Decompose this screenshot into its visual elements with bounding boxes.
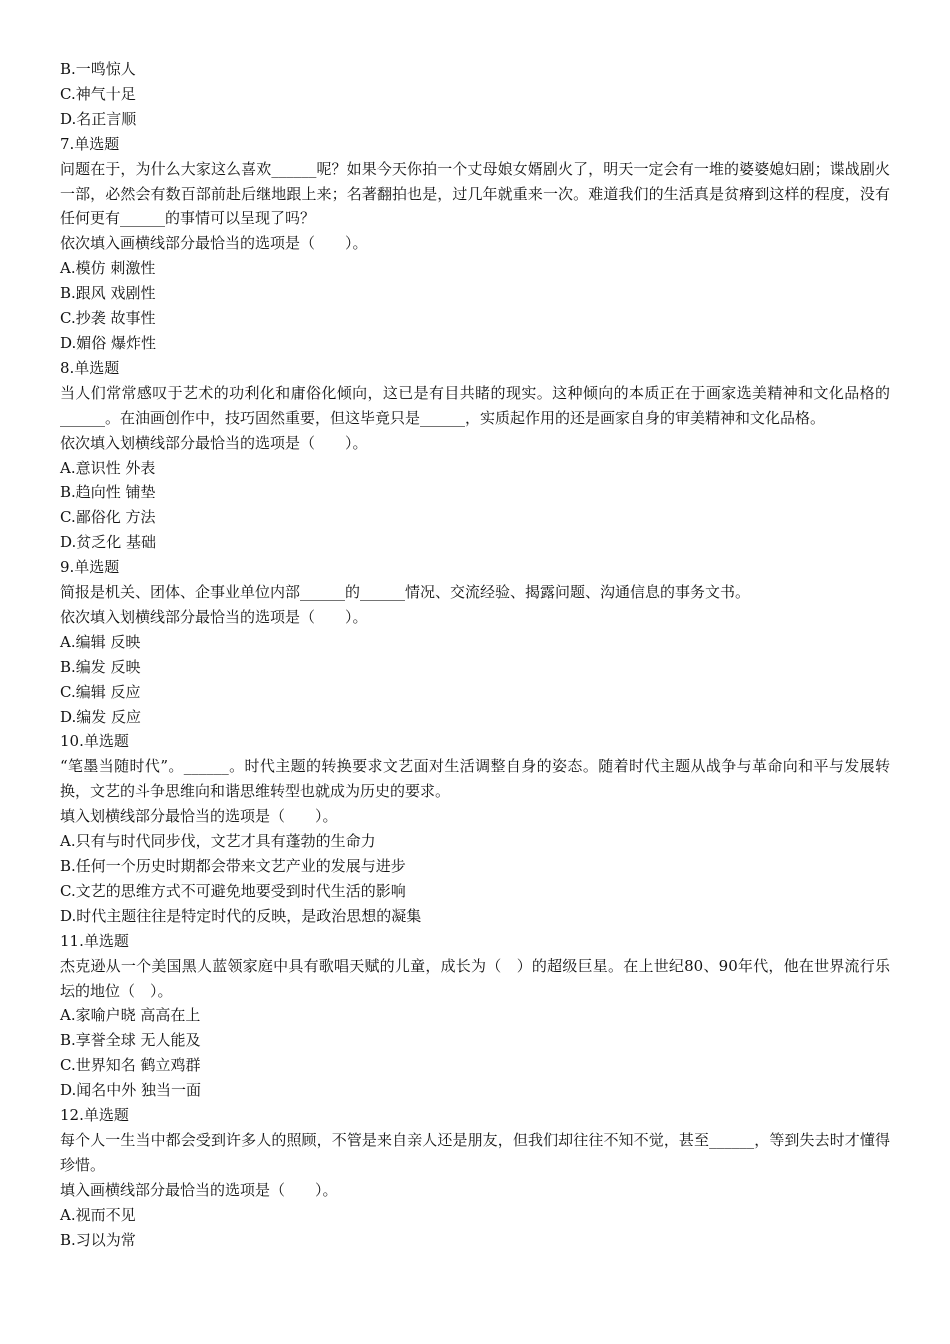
option-line: C.神气十足 (60, 84, 136, 103)
option-line: A.只有与时代同步伐，文艺才具有蓬勃的生命力 (60, 832, 376, 851)
option-line: B.习以为常 (60, 1230, 136, 1249)
question-prompt: 填入划横线部分最恰当的选项是（ ）。 (60, 807, 338, 826)
option-line: D.名正言顺 (60, 109, 137, 128)
question-prompt: 依次填入划横线部分最恰当的选项是（ ）。 (60, 607, 368, 626)
option-line: D.编发 反应 (60, 707, 142, 726)
option-line: D.媚俗 爆炸性 (60, 333, 157, 352)
option-line: B.趋向性 铺垫 (60, 483, 156, 502)
question-header: 12.单选题 (60, 1106, 129, 1125)
question-header: 9.单选题 (60, 558, 120, 577)
option-line: C.鄙俗化 方法 (60, 508, 156, 527)
option-line: B.享誉全球 无人能及 (60, 1031, 201, 1050)
question-header: 7.单选题 (60, 134, 120, 153)
option-line: C.文艺的思维方式不可避免地要受到时代生活的影响 (60, 881, 406, 900)
option-line: C.世界知名 鹤立鸡群 (60, 1056, 201, 1075)
question-prompt: 依次填入划横线部分最恰当的选项是（ ）。 (60, 433, 368, 452)
question-body: “笔墨当随时代”。______。时代主题的转换要求文艺面对生活调整自身的姿态。随着时代主题从战争与革命向和平与发展转换，文艺的斗争思维向和谐思维转型也就成为历史的要求。 (60, 757, 890, 801)
question-body: 简报是机关、团体、企事业单位内部______的______情况、交流经验、揭露问题、沟通信息的事务文书。 (60, 583, 751, 602)
question-body: 问题在于，为什么大家这么喜欢______呢？如果今天你拍一个丈母娘女婿剧火了，明天一定会有一堆的婆婆媳妇剧；谍战剧火一部，必然会有数百部前赴后继地跟上来；名著翻拍也是，过几年就重来一次。难道我们的生活真是贫瘠到这样的程度，没有任何更有______的事情可以呈现了吗？ (60, 159, 890, 228)
option-line: A.视而不见 (60, 1205, 136, 1224)
question-prompt: 依次填入画横线部分最恰当的选项是（ ）。 (60, 234, 368, 253)
question-header: 8.单选题 (60, 358, 120, 377)
option-line: A.家喻户晓 高高在上 (60, 1006, 201, 1025)
option-line: A.模仿 刺激性 (60, 259, 156, 278)
option-line: B.一鸣惊人 (60, 60, 136, 78)
option-line: D.时代主题往往是特定时代的反映，是政治思想的凝集 (60, 906, 422, 925)
option-line: C.编辑 反应 (60, 682, 141, 701)
option-line: B.任何一个历史时期都会带来文艺产业的发展与进步 (60, 857, 406, 875)
question-body: 每个人一生当中都会受到许多人的照顾，不管是来自亲人还是朋友，但我们却往往不知不觉，甚至______，等到失去时才懂得珍惜。 (60, 1130, 890, 1174)
question-header: 10.单选题 (60, 732, 129, 751)
question-header: 11.单选题 (60, 931, 129, 950)
option-line: C.抄袭 故事性 (60, 309, 156, 328)
option-line: B.编发 反映 (60, 657, 141, 676)
option-line: D.闻名中外 独当一面 (60, 1081, 202, 1100)
option-line: A.编辑 反映 (60, 632, 141, 651)
option-line: D.贫乏化 基础 (60, 533, 157, 552)
option-line: B.跟风 戏剧性 (60, 284, 156, 303)
option-line: A.意识性 外表 (60, 458, 156, 477)
question-body: 当人们常常感叹于艺术的功利化和庸俗化倾向，这已是有目共睹的现实。这种倾向的本质正在于画家选美精神和文化品格的______。在油画创作中，技巧固然重要，但这毕竟只是______，实质起作用的还是画家自身的审美精神和文化品格。 (60, 383, 890, 427)
question-prompt: 填入画横线部分最恰当的选项是（ ）。 (60, 1180, 338, 1199)
question-body: 杰克逊从一个美国黑人蓝领家庭中具有歌唱天赋的儿童，成长为（ ）的超级巨星。在上世纪80、90年代，他在世界流行乐坛的地位（ ）。 (60, 956, 890, 1000)
